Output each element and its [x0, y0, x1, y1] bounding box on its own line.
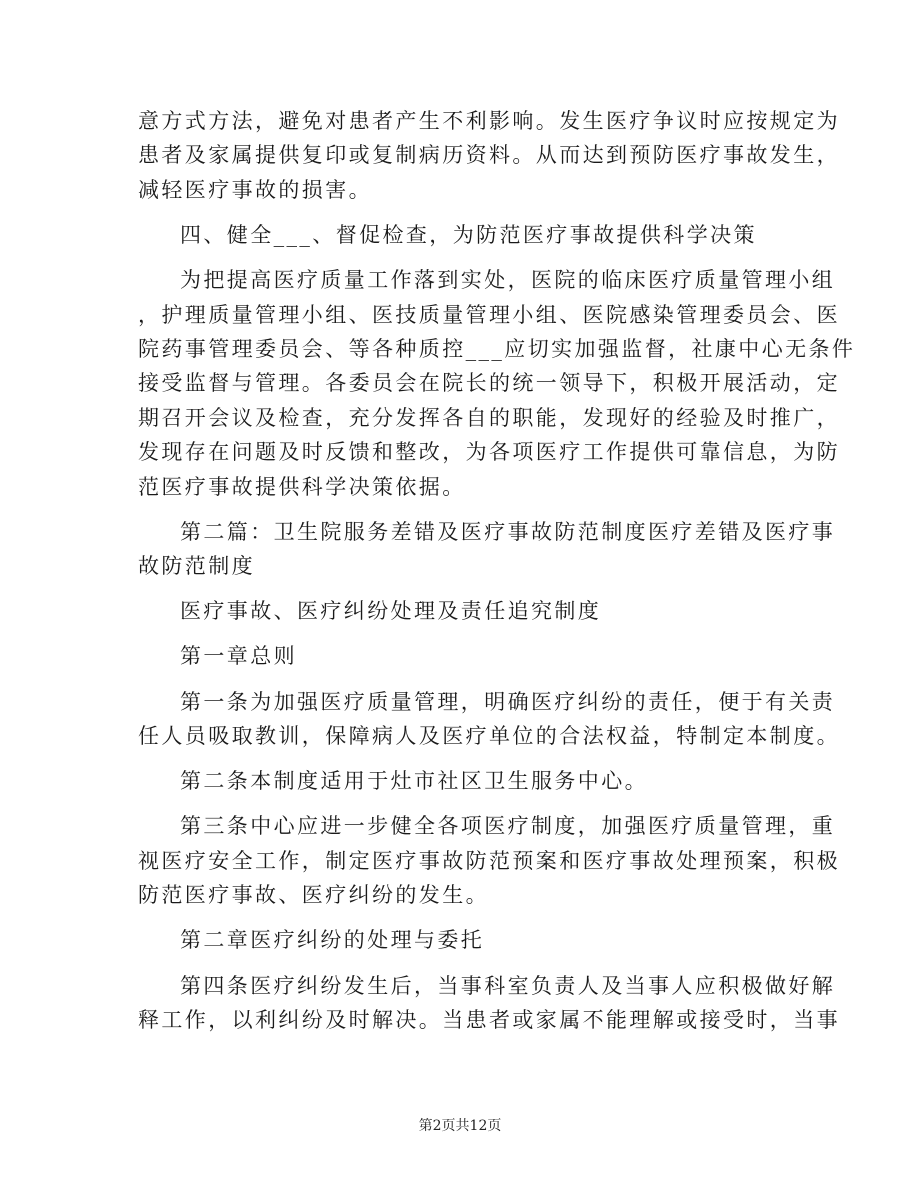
paragraph-line: 释工作，以利纠纷及时解决。当患者或家属不能理解或接受时，当事: [138, 1007, 840, 1032]
paragraph: [138, 104, 840, 207]
paragraph-line: 第二章医疗纠纷的处理与委托: [180, 928, 485, 953]
paragraph-line: 接受监督与管理。各委员会在院长的统一领导下，积极开展活动，定: [138, 371, 840, 396]
paragraph-line: 院药事管理委员会、等各种质控___应切实加强监督，社康中心无条件: [138, 336, 856, 361]
paragraph: [138, 639, 782, 673]
paragraph-line: 第二篇：卫生院服务差错及医疗事故防范制度医疗差错及医疗事: [180, 519, 836, 544]
paragraph-line: ，护理质量管理小组、医技质量管理小组、医院感染管理委员会、医: [138, 302, 840, 327]
paragraph: [138, 263, 856, 504]
paragraph: [138, 515, 836, 584]
paragraph-line: 为把提高医疗质量工作落到实处，医院的临床医疗质量管理小组: [180, 268, 836, 293]
document-body: [138, 104, 856, 1037]
paragraph: [138, 685, 840, 754]
paragraph-line: 第四条医疗纠纷发生后，当事科室负责人及当事人应积极做好解: [180, 973, 836, 998]
paragraph-line: 期召开会议及检查，充分发挥各自的职能，发现好的经验及时推广，: [138, 405, 840, 430]
paragraph-line: 第二条本制度适用于灶市社区卫生服务中心。: [180, 769, 648, 794]
paragraph-line: 范医疗事故提供科学决策依据。: [138, 474, 466, 499]
paragraph-line: 故防范制度: [138, 554, 255, 579]
paragraph-line: 防范医疗事故、医疗纠纷的发生。: [138, 883, 489, 908]
paragraph: [138, 923, 782, 957]
paragraph-line: 减轻医疗事故的损害。: [138, 177, 372, 202]
paragraph-line: 视医疗安全工作，制定医疗事故防范预案和医疗事故处理预案，积极: [138, 848, 840, 873]
paragraph-line: 第一条为加强医疗质量管理，明确医疗纠纷的责任，便于有关责: [180, 689, 836, 714]
paragraph-line: 发现存在问题及时反馈和整改，为各项医疗工作提供可靠信息，为防: [138, 440, 840, 465]
paragraph-line: 任人员吸取教训，保障病人及医疗单位的合法权益，特制定本制度。: [138, 724, 840, 749]
paragraph: [138, 594, 782, 628]
paragraph-line: 第三条中心应进一步健全各项医疗制度，加强医疗质量管理，重: [180, 814, 836, 839]
paragraph-line: 第一章总则: [180, 644, 297, 669]
paragraph: [138, 969, 840, 1038]
paragraph: [138, 809, 840, 912]
paragraph-line: 意方式方法，避免对患者产生不利影响。发生医疗争议时应按规定为: [138, 109, 840, 133]
paragraph-line: 医疗事故、医疗纠纷处理及责任追究制度: [180, 599, 602, 624]
paragraph: [138, 764, 782, 798]
page-number: 第2页共12页: [418, 1118, 502, 1134]
paragraph-line: 患者及家属提供复印或复制病历资料。从而达到预防医疗事故发生，: [138, 143, 840, 168]
paragraph-line: 四、健全___、督促检查，为防范医疗事故提供科学决策: [180, 222, 757, 247]
paragraph: [138, 218, 782, 252]
